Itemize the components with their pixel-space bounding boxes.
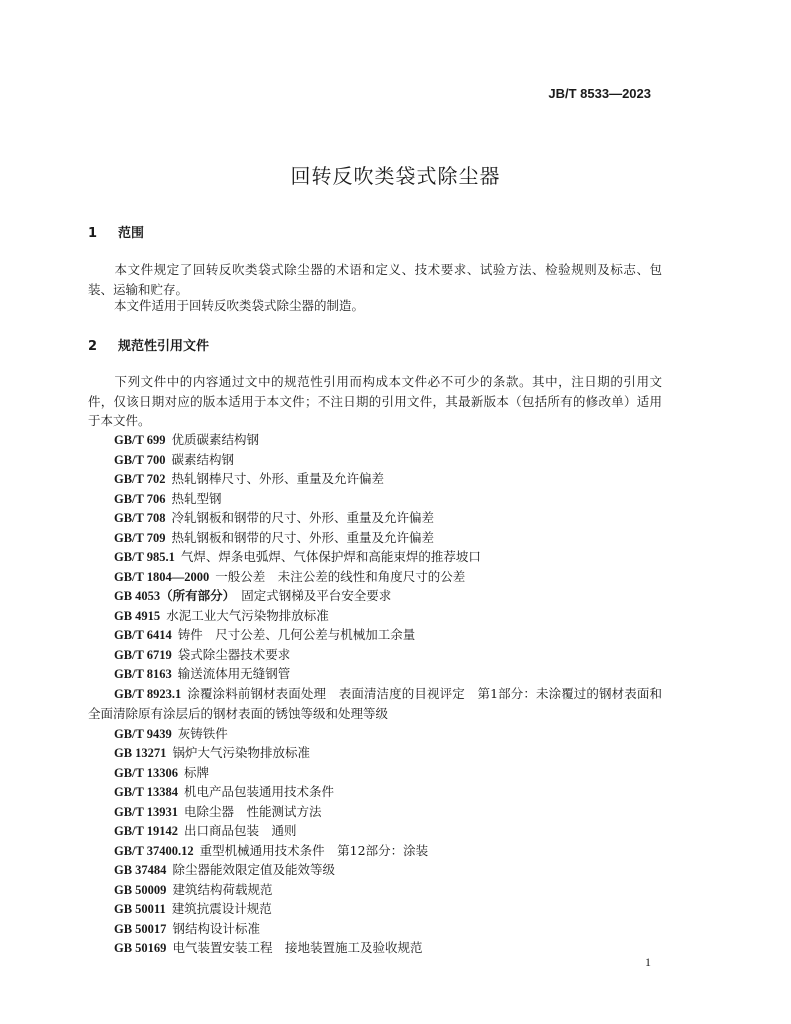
reference-item: GB/T 709 热轧钢板和钢带的尺寸、外形、重量及允许偏差 — [114, 529, 435, 545]
reference-item: GB/T 13306 标牌 — [114, 764, 210, 780]
reference-item: GB/T 702 热轧钢棒尺寸、外形、重量及允许偏差 — [114, 471, 385, 486]
reference-item: GB/T 37400.12 重型机械通用技术条件 第12部分：涂装 — [114, 842, 429, 858]
reference-item: GB/T 8163 输送流体用无缝钢管 — [114, 666, 291, 681]
reference-item: GB 50017 钢结构设计标准 — [114, 920, 260, 936]
scope-paragraph-2: 本文件适用于回转反吹类袋式除尘器的制造。 — [114, 298, 365, 313]
reference-item: GB/T 13931 电除尘器 性能测试方法 — [114, 803, 322, 819]
standard-number: JB/T 8533—2023 — [548, 86, 651, 101]
section-number: 2 — [88, 339, 98, 354]
reference-item: GB/T 699 优质碳素结构钢 — [114, 432, 260, 447]
reference-item: GB/T 9439 灰铸铁件 — [114, 725, 228, 741]
reference-item: GB 37484 除尘器能效限定值及能效等级 — [114, 862, 335, 877]
reference-item: GB/T 708 冷轧钢板和钢带的尺寸、外形、重量及允许偏差 — [114, 510, 435, 525]
reference-item: GB 4053（所有部分） 固定式钢梯及平台安全要求 — [114, 588, 392, 603]
reference-item: GB/T 6719 袋式除尘器技术要求 — [114, 646, 291, 662]
references-intro: 下列文件中的内容通过文中的规范性引用而构成本文件必不可少的条款。其中，注日期的引用文件，仅该日期对应的版本适用于本文件；不注日期的引用文件，其最新版本（包括所有的修改单）适用于本文件。 — [88, 374, 662, 428]
section-1-heading — [88, 222, 144, 241]
section-title: 范围 — [118, 226, 145, 241]
section-title: 规范性引用文件 — [118, 339, 210, 354]
reference-item: GB 13271 锅炉大气污染物排放标准 — [114, 745, 310, 760]
reference-item: GB 50009 建筑结构荷载规范 — [114, 881, 273, 897]
page-number: 1 — [645, 955, 651, 969]
reference-item: GB/T 13384 机电产品包装通用技术条件 — [114, 784, 335, 799]
section-number: 1 — [88, 226, 98, 241]
reference-item: GB/T 706 热轧型钢 — [114, 490, 222, 506]
reference-item: GB/T 1804—2000 一般公差 未注公差的线性和角度尺寸的公差 — [114, 568, 466, 584]
normative-reference-list — [88, 430, 662, 958]
reference-item: GB 50011 建筑抗震设计规范 — [114, 901, 272, 916]
section-2-heading — [88, 335, 209, 354]
reference-item: GB/T 8923.1 涂覆涂料前钢材表面处理 表面清洁度的目视评定 第1部分：未涂覆过的钢材表面和全面清除原有涂层后的钢材表面的锈蚀等级和处理等级 — [88, 685, 662, 721]
reference-item: GB/T 19142 出口商品包装 通则 — [114, 823, 297, 838]
reference-item: GB/T 985.1 气焊、焊条电弧焊、气体保护焊和高能束焊的推荐坡口 — [114, 549, 481, 564]
reference-item: GB 50169 电气装置安装工程 接地装置施工及验收规范 — [114, 940, 423, 955]
document-title: 回转反吹类袋式除尘器 — [290, 164, 501, 188]
scope-paragraph-1: 本文件规定了回转反吹类袋式除尘器的术语和定义、技术要求、试验方法、检验规则及标志、包装、运输和贮存。 — [88, 262, 662, 297]
reference-item: GB/T 700 碳素结构钢 — [114, 451, 235, 467]
reference-item: GB/T 6414 铸件 尺寸公差、几何公差与机械加工余量 — [114, 627, 416, 642]
reference-item: GB 4915 水泥工业大气污染物排放标准 — [114, 607, 329, 623]
